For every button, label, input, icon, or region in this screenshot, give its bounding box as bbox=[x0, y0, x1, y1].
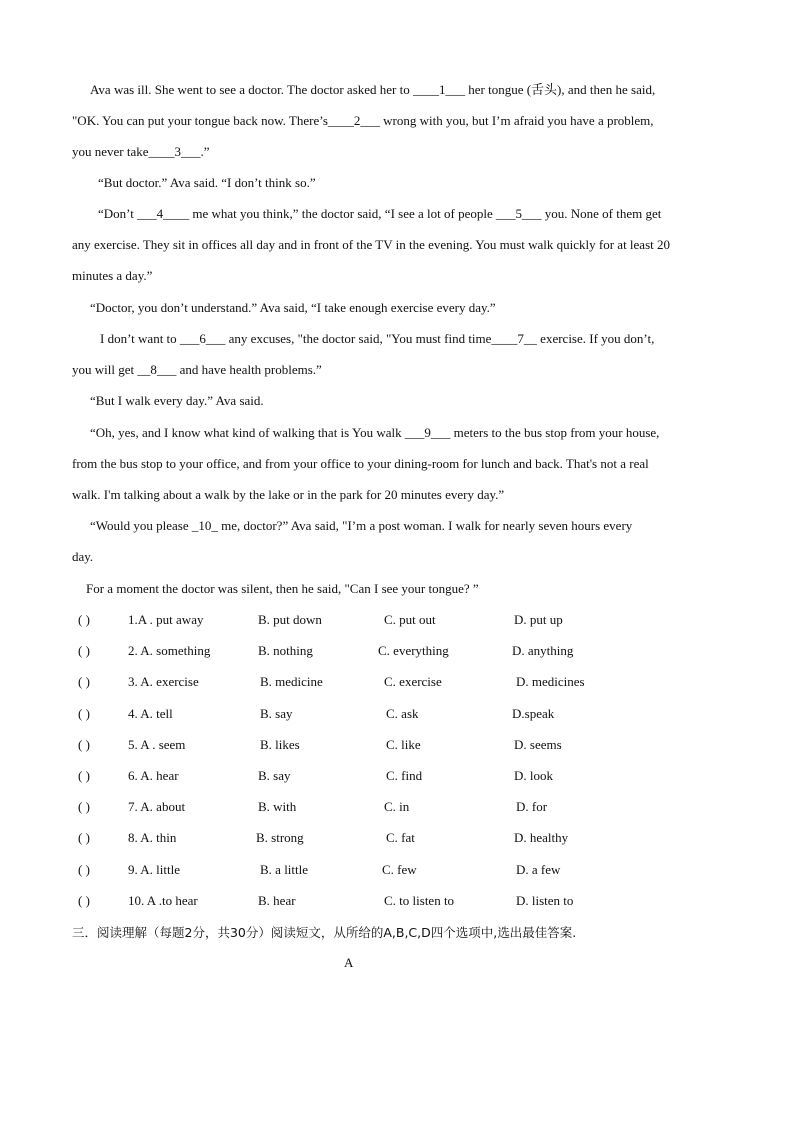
answer-bracket[interactable]: ( ) bbox=[78, 830, 90, 845]
passage-line-15: “Would you please _10_ me, doctor?” Ava said, "I’m a post woman. I walk for nearly seven hours every bbox=[90, 518, 633, 533]
option-b: B. say bbox=[258, 768, 291, 783]
option-d: D. anything bbox=[512, 643, 574, 658]
option-a: 5. A . seem bbox=[128, 737, 186, 752]
passage-line-7: minutes a day.” bbox=[72, 268, 153, 283]
option-c: C. in bbox=[384, 799, 410, 814]
option-c: C. like bbox=[386, 737, 421, 752]
option-a: 2. A. something bbox=[128, 643, 211, 658]
passage-line-5: “Don’t ___4____ me what you think,” the doctor said, “I see a lot of people ___5___ you. None of them get bbox=[98, 206, 662, 221]
answer-bracket[interactable]: ( ) bbox=[78, 799, 90, 814]
answer-bracket[interactable]: ( ) bbox=[78, 862, 90, 877]
option-b: B. a little bbox=[260, 862, 309, 877]
answer-bracket[interactable]: ( ) bbox=[78, 706, 90, 721]
option-a: 1.A . put away bbox=[128, 612, 204, 627]
passage-line-17: For a moment the doctor was silent, then he said, "Can I see your tongue? ” bbox=[86, 581, 479, 596]
option-a: 6. A. hear bbox=[128, 768, 179, 783]
option-c: C. to listen to bbox=[384, 893, 455, 908]
option-d: D. put up bbox=[514, 612, 563, 627]
option-b: B. likes bbox=[260, 737, 300, 752]
passage-line-16: day. bbox=[72, 549, 94, 564]
passage-line-14: walk. I'm talking about a walk by the lake or in the park for 20 minutes every day.” bbox=[72, 487, 505, 502]
option-c: C. put out bbox=[384, 612, 436, 627]
passage-label: A bbox=[344, 955, 354, 970]
option-c: C. few bbox=[382, 862, 417, 877]
option-c: C. everything bbox=[378, 643, 449, 658]
option-a: 10. A .to hear bbox=[128, 893, 198, 908]
option-d: D. seems bbox=[514, 737, 562, 752]
passage-line-2: "OK. You can put your tongue back now. There’s____2___ wrong with you, but I’m afraid you have a problem, bbox=[72, 113, 654, 128]
option-b: B. say bbox=[260, 706, 293, 721]
passage-line-10: you will get __8___ and have health problems.” bbox=[72, 362, 322, 377]
option-b: B. put down bbox=[258, 612, 322, 627]
option-d: D. listen to bbox=[516, 893, 574, 908]
passage-line-8: “Doctor, you don’t understand.” Ava said, “I take enough exercise every day.” bbox=[90, 300, 496, 315]
option-a: 8. A. thin bbox=[128, 830, 177, 845]
option-b: B. medicine bbox=[260, 674, 323, 689]
answer-bracket[interactable]: ( ) bbox=[78, 737, 90, 752]
option-d: D.speak bbox=[512, 706, 555, 721]
option-d: D. healthy bbox=[514, 830, 569, 845]
option-c: C. fat bbox=[386, 830, 415, 845]
option-d: D. medicines bbox=[516, 674, 585, 689]
option-b: B. nothing bbox=[258, 643, 313, 658]
option-a: 4. A. tell bbox=[128, 706, 173, 721]
option-b: B. with bbox=[258, 799, 297, 814]
answer-bracket[interactable]: ( ) bbox=[78, 612, 90, 627]
answer-bracket[interactable]: ( ) bbox=[78, 674, 90, 689]
passage-line-9: I don’t want to ___6___ any excuses, "the doctor said, "You must find time____7__ exercise. If you don’t, bbox=[100, 331, 655, 346]
passage-line-11: “But I walk every day.” Ava said. bbox=[90, 393, 264, 408]
option-b: B. strong bbox=[256, 830, 304, 845]
passage-line-13: from the bus stop to your office, and from your office to your dining-room for lunch and back. That's not a real bbox=[72, 456, 649, 471]
option-a: 9. A. little bbox=[128, 862, 180, 877]
option-d: D. look bbox=[514, 768, 553, 783]
option-a: 7. A. about bbox=[128, 799, 186, 814]
option-c: C. find bbox=[386, 768, 423, 783]
passage-line-6: any exercise. They sit in offices all day and in front of the TV in the evening. You must walk quickly for at least 20 bbox=[72, 237, 670, 252]
option-d: D. a few bbox=[516, 862, 561, 877]
option-c: C. ask bbox=[386, 706, 419, 721]
passage-line-12: “Oh, yes, and I know what kind of walking that is You walk ___9___ meters to the bus stop from your house, bbox=[90, 425, 660, 440]
answer-bracket[interactable]: ( ) bbox=[78, 643, 90, 658]
answer-bracket[interactable]: ( ) bbox=[78, 893, 90, 908]
passage-line-1: Ava was ill. She went to see a doctor. The doctor asked her to ____1___ her tongue (舌头), and then he said, bbox=[90, 82, 656, 97]
option-c: C. exercise bbox=[384, 674, 442, 689]
passage-line-4: “But doctor.” Ava said. “I don’t think so.” bbox=[98, 175, 316, 190]
option-d: D. for bbox=[516, 799, 548, 814]
option-a: 3. A. exercise bbox=[128, 674, 199, 689]
option-b: B. hear bbox=[258, 893, 296, 908]
answer-bracket[interactable]: ( ) bbox=[78, 768, 90, 783]
section-heading: 三．阅读理解（每题2分，共30分）阅读短文，从所给的A,B,C,D四个选项中,选出最佳答案. bbox=[72, 925, 577, 940]
passage-line-3: you never take____3___.” bbox=[72, 144, 210, 159]
